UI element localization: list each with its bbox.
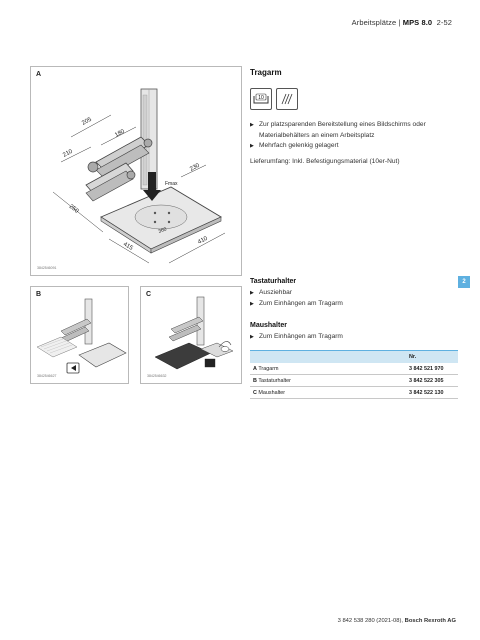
slot-10-label: 10 [258,95,264,101]
header-section: Arbeitsplätze [351,18,397,27]
footer-company: Bosch Rexroth AG [404,618,456,624]
dim-250: 250 [67,203,80,215]
table-cell-name [250,375,406,387]
figure-b-panel [30,286,129,384]
chapter-tab-marker: 2 [458,276,470,288]
maushalter-title: Maushalter [250,322,287,329]
row-name: Tragarm [258,365,279,372]
icon-row [250,88,298,110]
row-letter: B [253,377,257,384]
dim-410: 410 [197,235,209,246]
tastaturhalter-bullets [250,288,450,309]
table-row [250,363,458,375]
maushalter-illustration [141,287,241,383]
page-footer [338,618,456,624]
dim-360: 360 [157,226,168,235]
figure-c-panel [140,286,242,384]
figure-a-letter: A [36,71,42,78]
tastaturhalter-illustration [31,287,128,383]
dim-205: 205 [81,116,93,127]
tragarm-title: Tragarm [250,68,282,77]
tragarm-delivery: Lieferumfang: Inkl. Befestigungsmaterial (10er-Nut) [250,158,400,165]
table-header-nr: Nr. [406,351,458,364]
table-row [250,375,458,387]
dim-210: 210 [62,148,74,159]
page-header [352,18,452,27]
table-header-row [250,351,458,364]
figure-c-letter: C [146,291,152,298]
tastaturhalter-title: Tastaturhalter [250,278,297,285]
maushalter-bullets [250,332,450,343]
tragarm-illustration [31,67,241,275]
table-row [250,387,458,399]
row-nr: 3 842 522 305 [406,375,458,387]
dim-415: 415 [122,241,134,252]
dim-180: 180 [114,128,126,139]
tragarm-bullets [250,120,465,152]
header-separator: | [398,18,401,27]
tastaturhalter-bullet-1: ▶ Ausziehbar [250,288,450,299]
header-page: 2-52 [436,18,452,27]
figure-a-panel [30,66,242,276]
maushalter-bullet-1: ▶ Zum Einhängen am Tragarm [250,332,450,343]
slot-10-icon [250,88,272,110]
figure-b-code: 3842546627 [37,374,57,378]
row-nr: 3 842 522 130 [406,387,458,399]
figure-a-code: 3842546091 [37,266,57,270]
row-letter: A [253,365,257,372]
tragarm-bullet-1: ▶ Zur platzsparenden Bereitstellung eines Bildschirms oder Materialbehälters an einem Arbeitsplatz [250,120,465,141]
tastaturhalter-bullet-2: ▶ Zum Einhängen am Tragarm [250,299,450,310]
table-cell-name [250,387,406,399]
table-header-blank [250,351,406,364]
row-nr: 3 842 521 970 [406,363,458,375]
tragarm-bullet-2: ▶ Mehrfach gelenkig gelagert [250,141,465,152]
row-name: Maushalter [258,389,286,396]
dim-230: 230 [189,162,201,173]
figure-b-letter: B [36,291,42,298]
row-letter: C [253,389,257,396]
parts-table [250,350,458,399]
esd-icon [276,88,298,110]
table-cell-name [250,363,406,375]
dim-fmax: Fmax [165,181,178,187]
figure-c-code: 3842546632 [147,374,167,378]
header-product: MPS 8.0 [402,18,433,27]
row-name: Tastaturhalter [258,377,291,384]
footer-doc: 3 842 538 280 (2021-08), [337,618,404,624]
